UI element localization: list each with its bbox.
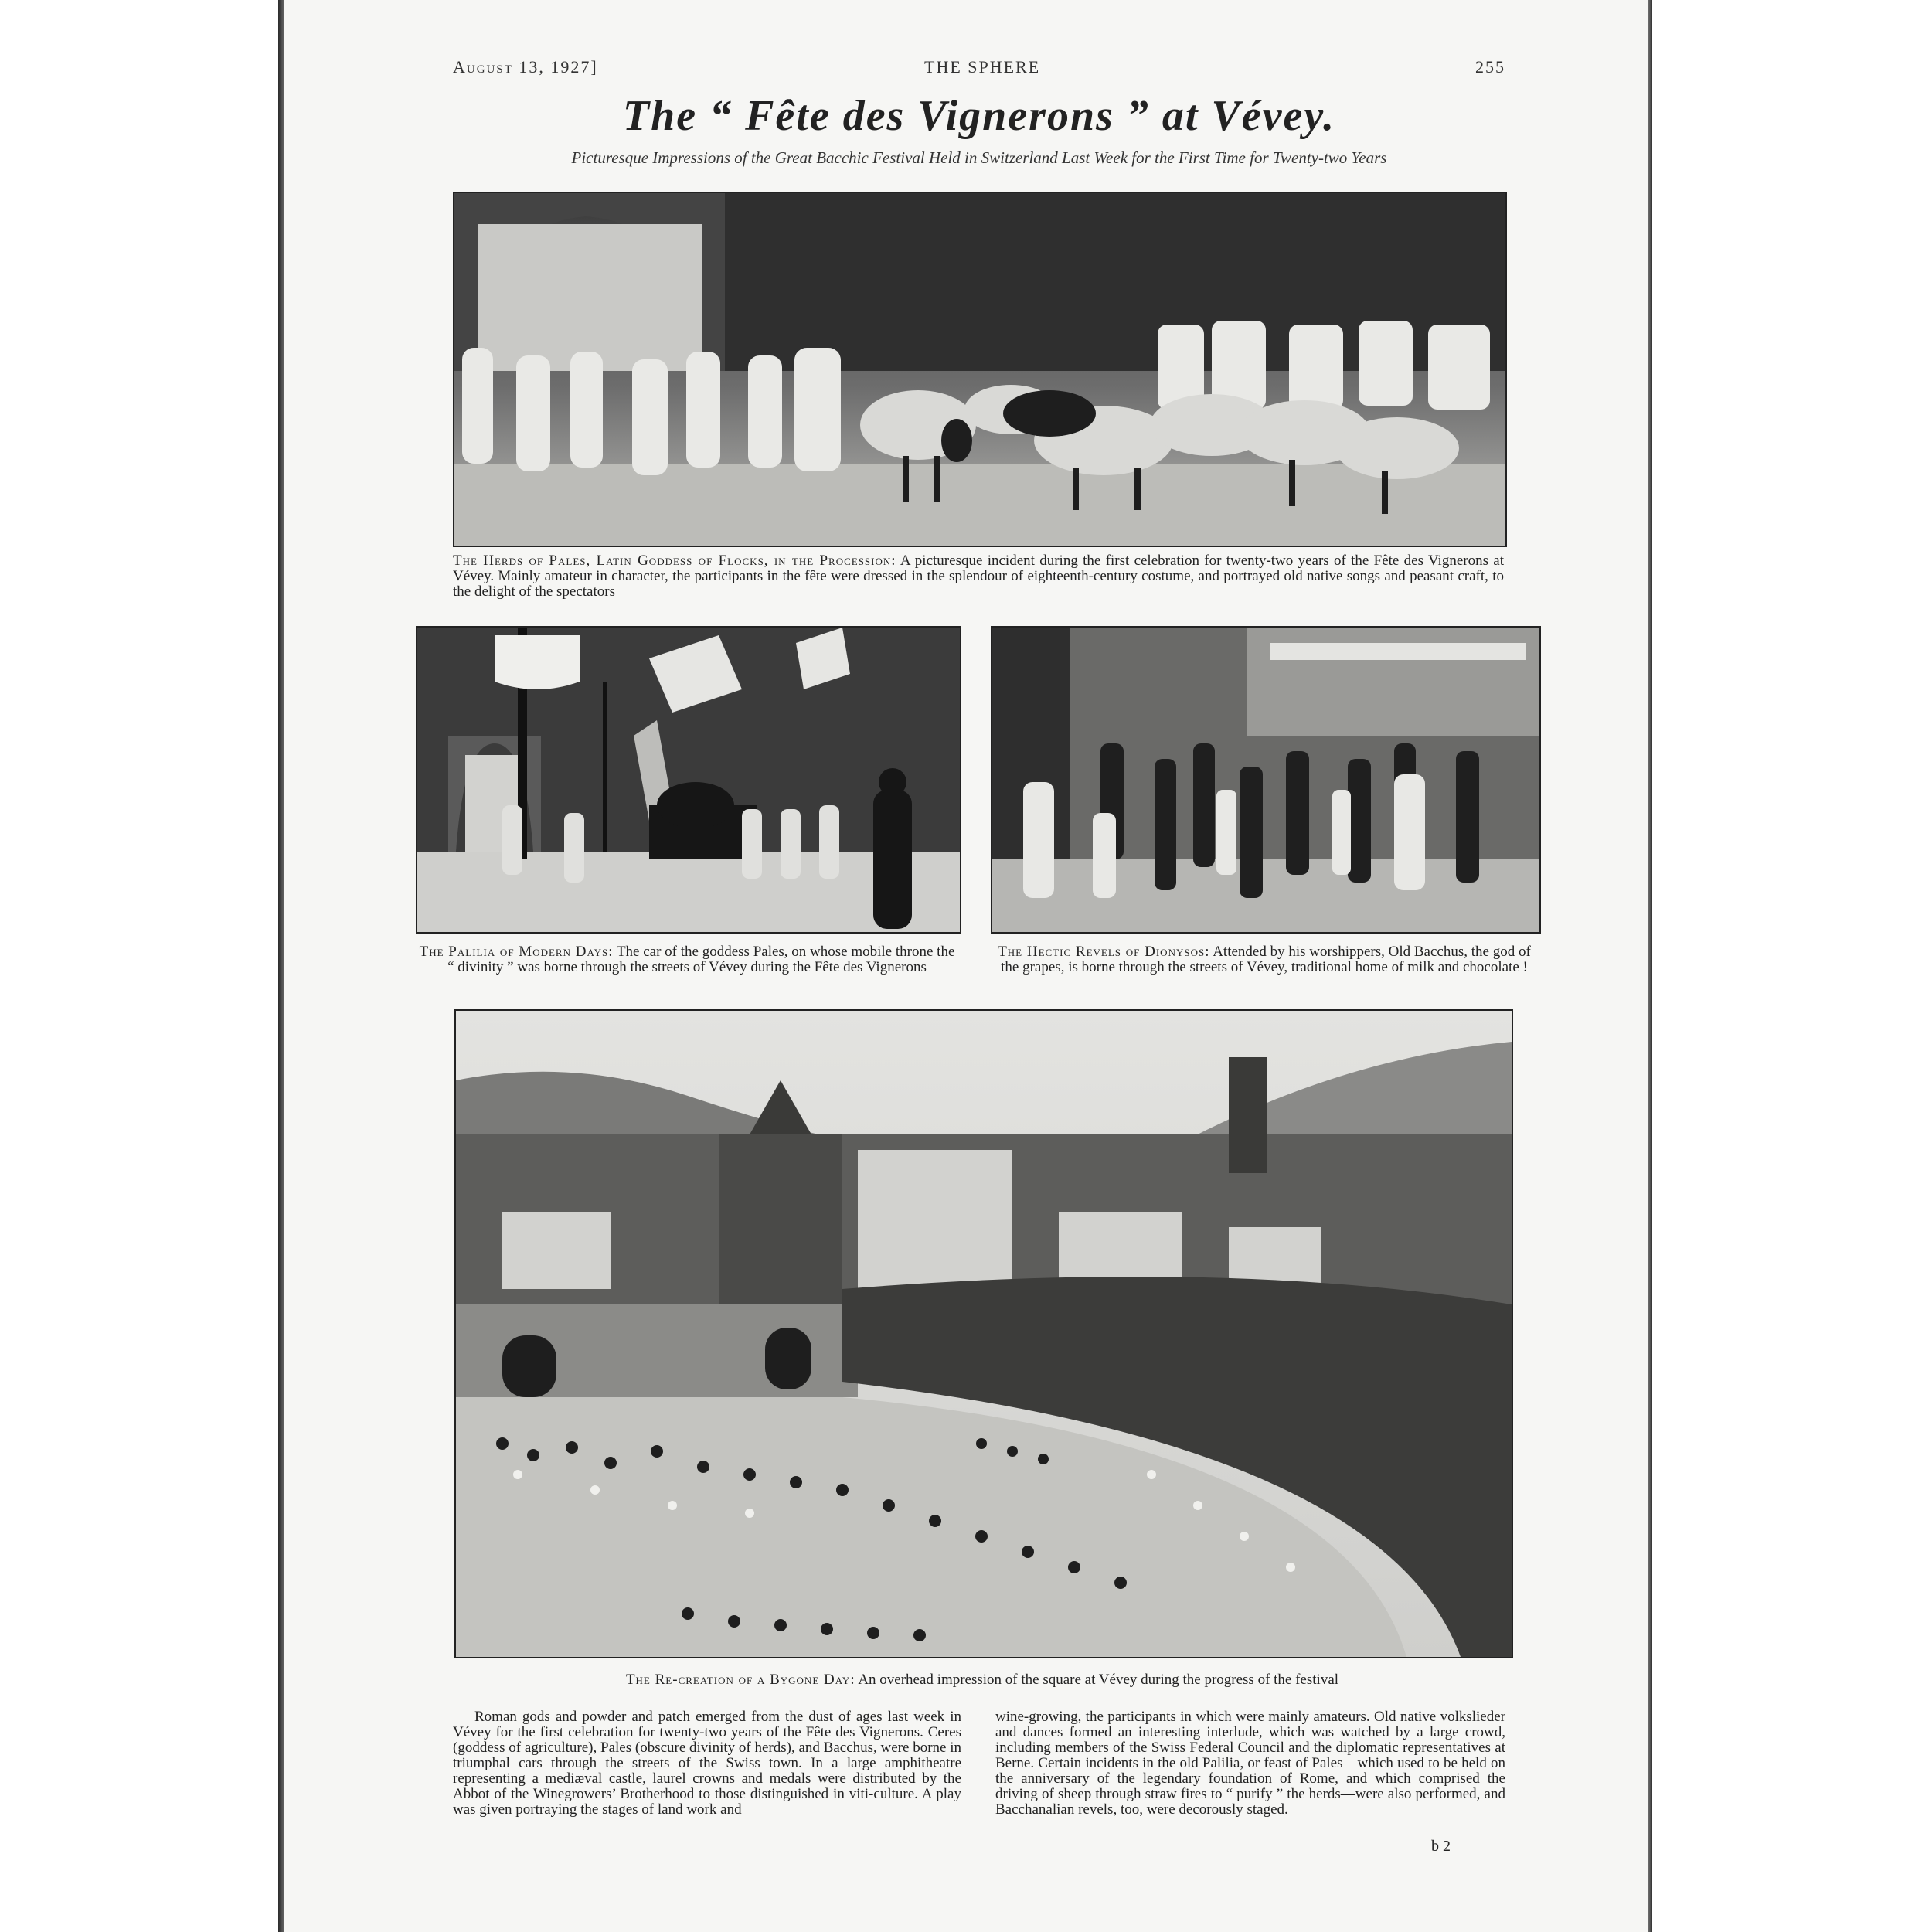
photo-car-of-pales	[416, 626, 961, 934]
issue-date: August 13, 1927]	[453, 57, 598, 77]
caption-bottom	[454, 1672, 1510, 1688]
page-number: 255	[1475, 57, 1505, 77]
page-subtitle: Picturesque Impressions of the Great Bacchic Festival Held in Switzerland Last Week for the First Time for Twenty-two Years	[571, 148, 1387, 167]
photo-square-overhead	[454, 1009, 1513, 1658]
caption-middle-right	[991, 944, 1538, 975]
caption-bottom-text: An overhead impression of the square at Vévey during the progress of the festival	[858, 1672, 1339, 1688]
caption-middle-left-text: The car of the goddess Pales, on whose mobile throne the “ divinity ” was borne through the streets of Vévey during the Fête des Vignerons	[447, 944, 955, 975]
caption-bottom-lead: The Re-creation of a Bygone Day:	[625, 1672, 855, 1688]
caption-top-text: A picturesque incident during the first celebration for twenty-two years of the Fête des Vignerons at Vévey. Mainly amateur in character, the participants in the fête were dressed in the splendour of eighteenth-century costume, and portrayed old native songs and peasant craft, to the delight of the spectators	[453, 553, 1505, 600]
photo-revels-of-dionysos	[991, 626, 1541, 934]
caption-top	[453, 553, 1504, 600]
caption-middle-right-lead: The Hectic Revels of Dionysos:	[998, 944, 1210, 960]
caption-middle-left-lead: The Palilia of Modern Days:	[419, 944, 614, 960]
article-left-column: Roman gods and powder and patch emerged from the dust of ages last week in Vévey for the first celebration for twenty-two years of the Fête des Vignerons. Ceres (goddess of agriculture), Pales (obscure divinity of herds), and Bacchus, were borne in triumphal cars through the streets of the Swiss town. In a large amphitheatre representing a mediæval castle, laurel crowns and medals were distributed by the Abbot of the Winegrowers’ Brotherhood to those distinguished in viti-culture. A play was given portraying the stages of land work and	[453, 1709, 961, 1818]
photo-sheep-procession	[453, 192, 1507, 547]
caption-middle-left	[416, 944, 958, 975]
caption-middle-right-text: Attended by his worshippers, Old Bacchus, the god of the grapes, is borne through the streets of Vévey, traditional home of milk and chocolate !	[1001, 944, 1531, 975]
page-title: The “ Fête des Vignerons ” at Vévey.	[622, 92, 1336, 140]
page-signature: b 2	[1431, 1838, 1451, 1855]
article-right-column: wine-growing, the participants in which were mainly amateurs. Old native volkslieder and dances formed an interesting interlude, which was watched by a large crowd, including members of the Swiss Federal Council and the diplomatic representatives at Berne. Certain incidents in the old Palilia, or feast of Pales—which used to be held on the anniversary of the legendary foundation of Rome, and which comprised the driving of sheep through straw fires to “ purify ” the herds—were also performed, and Bacchanalian revels, too, were decorously staged.	[995, 1709, 1505, 1818]
scan-edge-left	[0, 0, 284, 1932]
running-header	[453, 57, 1505, 88]
caption-top-lead: The Herds of Pales, Latin Goddess of Flocks, in the Procession:	[453, 553, 896, 569]
masthead: THE SPHERE	[924, 57, 1041, 77]
scan-edge-right	[1648, 0, 1932, 1932]
